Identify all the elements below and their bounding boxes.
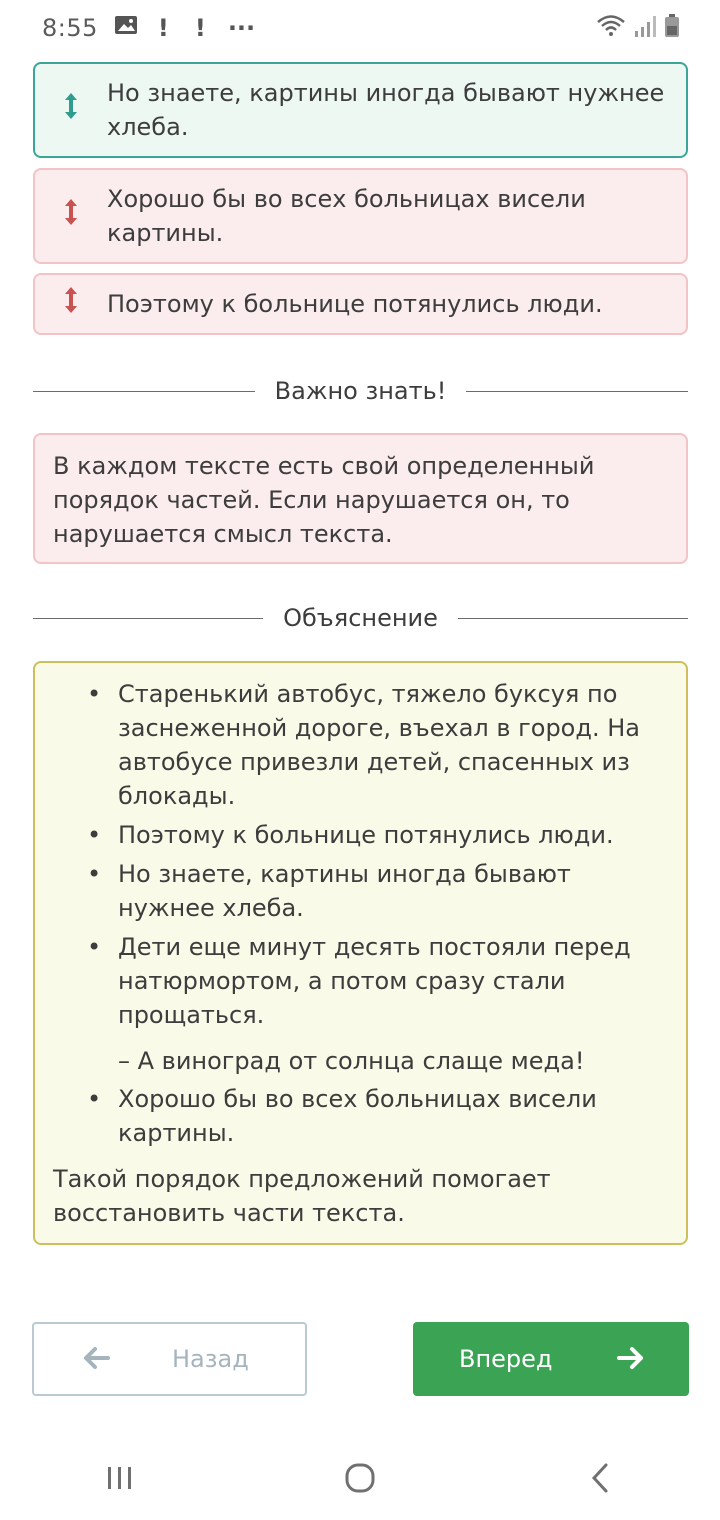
list-item: • Старенький автобус, тяжело буксуя по заснеженной дороге, въехал в город. На автобусе привезли детей, спасенных из блокады.: [53, 677, 668, 813]
list-item: • Хорошо бы во всех больницах висели картины.: [53, 1082, 668, 1150]
arrow-left-icon: [84, 1343, 110, 1376]
home-icon[interactable]: [300, 1463, 420, 1497]
drag-handle-icon[interactable]: [35, 91, 107, 129]
alert-icon: !: [157, 14, 169, 42]
image-icon: [114, 14, 138, 42]
arrow-right-icon: [617, 1343, 643, 1376]
back-label: Назад: [172, 1345, 249, 1373]
list-item: • Поэтому к больнице потянулись люди.: [53, 818, 668, 852]
alert-icon: !: [194, 14, 206, 42]
signal-icon: [634, 14, 656, 44]
battery-icon: [664, 14, 680, 44]
explanation-divider: [33, 598, 688, 638]
important-heading: Важно знать!: [274, 377, 447, 405]
system-nav-bar: [0, 1440, 720, 1520]
answer-text: Поэтому к больнице потянулись люди.: [107, 290, 603, 318]
answer-text: Но знаете, картины иногда бывают нужнее хлеба.: [107, 79, 665, 141]
answer-text: Хорошо бы во всех больницах висели картины.: [107, 185, 586, 247]
status-bar: [0, 0, 720, 56]
divider-line: [33, 618, 263, 619]
list-item: • Но знаете, картины иногда бывают нужнее хлеба.: [53, 857, 668, 925]
divider-line: [33, 391, 255, 392]
important-text: В каждом тексте есть свой определенный порядок частей. Если нарушается он, то нарушается смысл текста.: [53, 452, 595, 548]
back-nav-icon[interactable]: [540, 1463, 660, 1497]
back-button[interactable]: [32, 1322, 307, 1396]
explanation-summary: Такой порядок предложений помогает восстановить части текста.: [53, 1165, 551, 1227]
answer-card-1[interactable]: [33, 62, 688, 158]
explanation-heading: Объяснение: [283, 604, 438, 632]
important-divider: [33, 371, 688, 411]
important-card: [33, 433, 688, 564]
recent-apps-icon[interactable]: [60, 1465, 180, 1495]
drag-handle-icon[interactable]: [35, 197, 107, 235]
answer-card-3[interactable]: [33, 273, 688, 335]
explanation-list-end: [53, 1082, 668, 1150]
drag-handle-icon[interactable]: [35, 285, 107, 323]
more-icon: ···: [227, 14, 256, 42]
status-time: 8:55: [42, 14, 98, 42]
explanation-list: [53, 677, 668, 1032]
answer-card-2[interactable]: [33, 168, 688, 264]
list-item: • Дети еще минут десять постояли перед натюрмортом, а потом сразу стали прощаться.: [53, 930, 668, 1032]
divider-line: [466, 391, 688, 392]
next-button[interactable]: [413, 1322, 689, 1396]
wifi-icon: [596, 14, 626, 44]
explanation-quote: – А виноград от солнца слаще меда!: [118, 1047, 585, 1075]
explanation-card: [33, 661, 688, 1245]
next-label: Вперед: [459, 1345, 553, 1373]
divider-line: [458, 618, 688, 619]
